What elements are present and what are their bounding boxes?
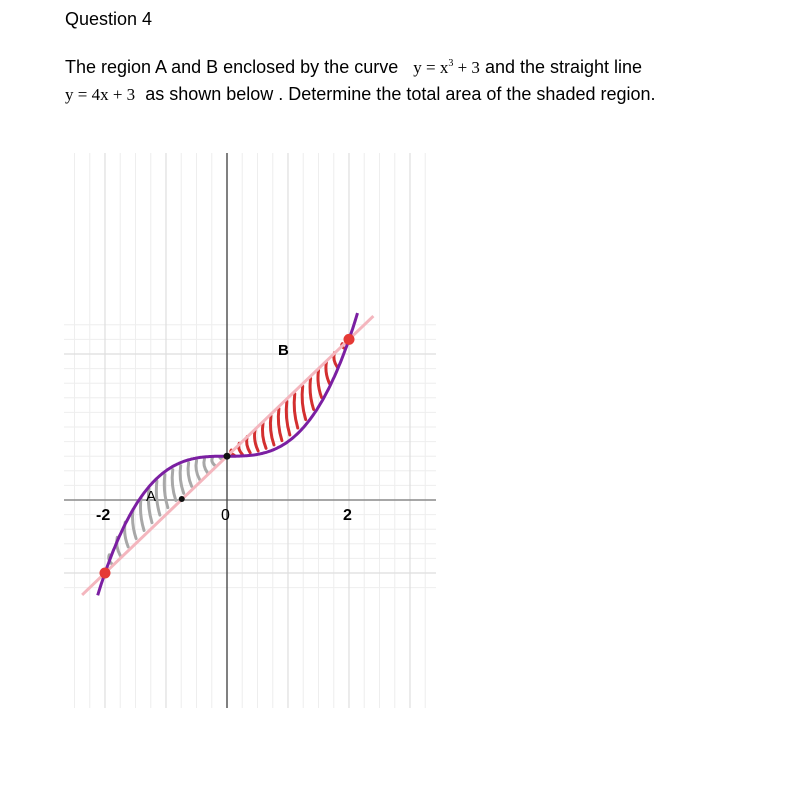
intersection-point-origin bbox=[224, 453, 231, 460]
intersection-point bbox=[100, 568, 111, 579]
region-a-hatch-stroke bbox=[212, 458, 216, 466]
tick-label-pos2: 2 bbox=[343, 507, 352, 524]
region-a-hatch-stroke bbox=[180, 466, 184, 494]
region-a-hatch-stroke bbox=[188, 463, 192, 487]
line1-suffix: and the straight line bbox=[484, 57, 643, 77]
region-a-hatch-stroke bbox=[204, 459, 208, 473]
region-b-hatch-stroke bbox=[294, 394, 298, 428]
region-b-hatch-stroke bbox=[270, 416, 274, 445]
region-b-label: B bbox=[278, 342, 289, 359]
region-b-hatch-stroke bbox=[247, 437, 251, 453]
region-a-hatch-stroke bbox=[156, 481, 160, 515]
tick-label-neg2: -2 bbox=[96, 507, 111, 524]
line2-suffix: as shown below . Determine the total area of the shaded region. bbox=[145, 84, 656, 104]
marked-point-a bbox=[179, 496, 185, 502]
region-b-hatch-stroke bbox=[278, 409, 282, 441]
region-a-label: A bbox=[146, 488, 157, 505]
curve-rhs: + 3 bbox=[457, 58, 480, 77]
minor-grid bbox=[64, 153, 436, 708]
curve-exponent: 3 bbox=[448, 58, 454, 69]
tick-label-zero: 0 bbox=[221, 507, 230, 524]
line-equation: y = 4x + 3 bbox=[65, 85, 136, 104]
curve-lhs: y = x bbox=[413, 58, 449, 77]
region-b-hatch-stroke bbox=[302, 386, 306, 419]
region-b-hatch-stroke bbox=[326, 362, 330, 384]
line1-prefix: The region A and B enclosed by the curve bbox=[65, 57, 399, 77]
intersection-point bbox=[344, 334, 355, 345]
question-title: Question 4 bbox=[65, 9, 153, 29]
